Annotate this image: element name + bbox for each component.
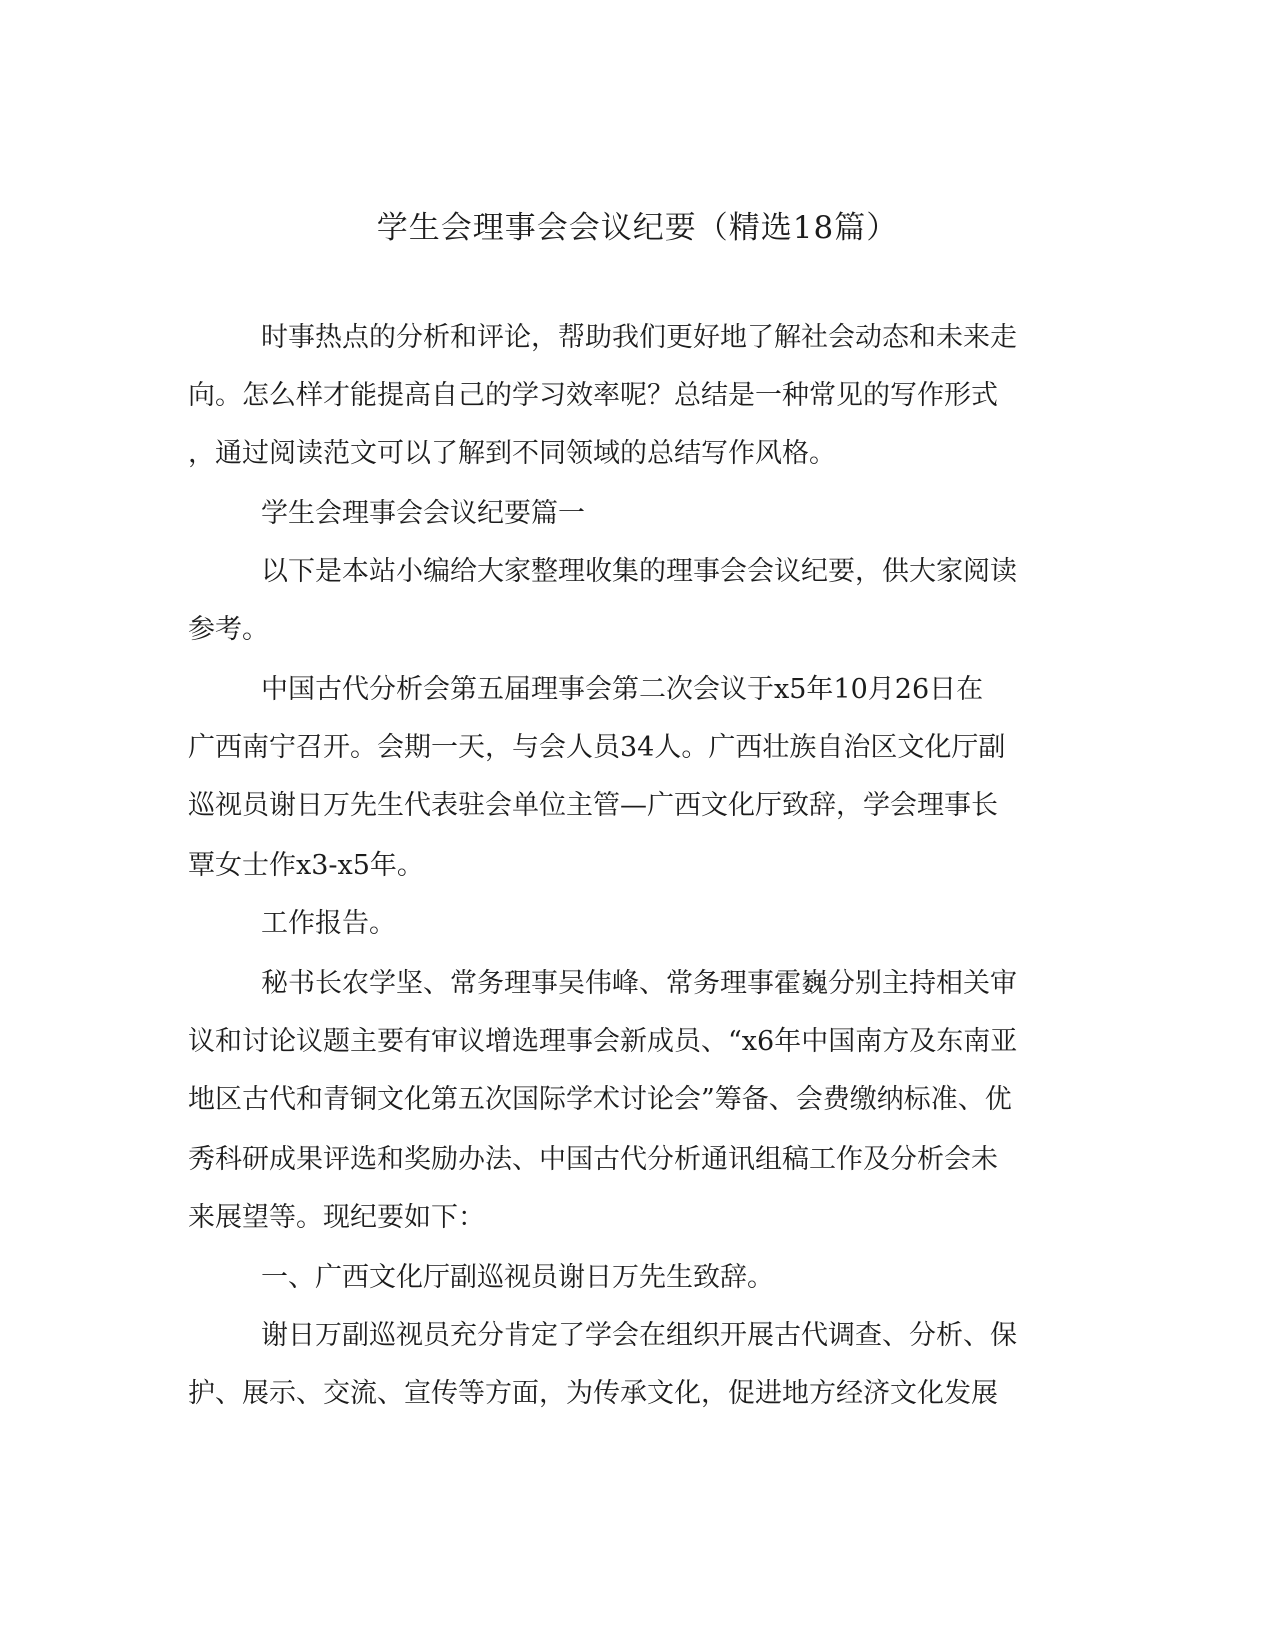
paragraph-line: 一、广西文化厅副巡视员谢日万先生致辞。 [261,1262,774,1293]
paragraph-line: 中国古代分析会第五届理事会第二次会议于x5年10月26日在 [261,674,984,705]
paragraph-line: 参考。 [188,614,269,645]
paragraph-line: 广西南宁召开。会期一天，与会人员34人。广西壮族自治区文化厅副 [188,732,1006,763]
paragraph-line: 覃女士作x3-x5年。 [188,850,424,881]
paragraph-line: 工作报告。 [261,908,396,939]
paragraph-line: 谢日万副巡视员充分肯定了学会在组织开展古代调查、分析、保 [261,1320,1017,1351]
paragraph-line: 以下是本站小编给大家整理收集的理事会会议纪要，供大家阅读 [261,556,1017,587]
paragraph-line: 秘书长农学坚、常务理事吴伟峰、常务理事霍巍分别主持相关审 [261,968,1017,999]
paragraph-line: 向。怎么样才能提高自己的学习效率呢？总结是一种常见的写作形式 [188,380,998,411]
paragraph-line: 护、展示、交流、宣传等方面，为传承文化，促进地方经济文化发展 [188,1378,998,1409]
paragraph-line: 来展望等。现纪要如下： [188,1202,485,1233]
paragraph-line: 地区古代和青铜文化第五次国际学术讨论会”筹备、会费缴纳标准、优 [188,1084,1012,1115]
document-title: 学生会理事会会议纪要（精选18篇） [376,210,899,246]
paragraph-line: 时事热点的分析和评论，帮助我们更好地了解社会动态和未来走 [261,322,1017,353]
paragraph-line: ，通过阅读范文可以了解到不同领域的总结写作风格。 [188,438,836,469]
paragraph-line: 巡视员谢日万先生代表驻会单位主管—广西文化厅致辞，学会理事长 [188,790,998,821]
paragraph-line: 议和讨论议题主要有审议增选理事会新成员、“x6年中国南方及东南亚 [188,1026,1018,1057]
paragraph-line: 秀科研成果评选和奖励办法、中国古代分析通讯组稿工作及分析会未 [188,1144,998,1175]
section-heading: 学生会理事会会议纪要篇一 [261,498,585,529]
